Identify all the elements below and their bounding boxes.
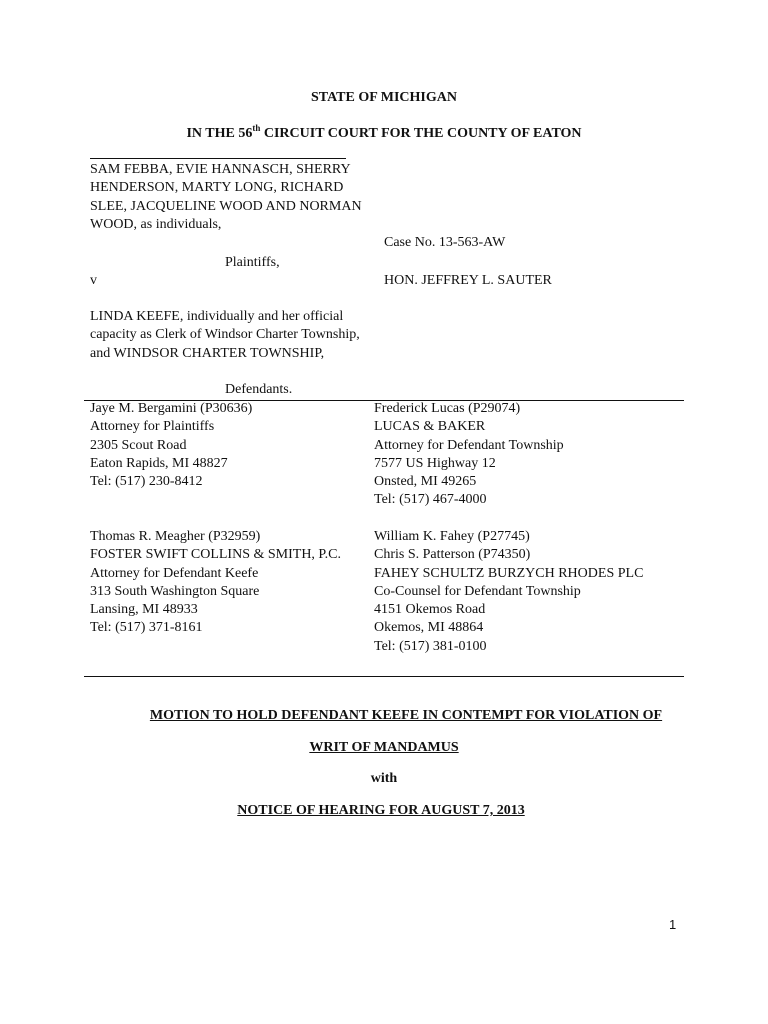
attorney-line: Attorney for Defendant Keefe — [90, 565, 259, 581]
with-label: with — [370, 771, 398, 786]
case-number: Case No. 13-563-AW — [384, 235, 506, 250]
state-heading: STATE OF MICHIGAN — [311, 90, 457, 105]
attorney-line: Tel: (517) 467-4000 — [374, 492, 487, 508]
attorney-line: 7577 US Highway 12 — [374, 455, 496, 471]
notice-of-hearing-title: NOTICE OF HEARING FOR AUGUST 7, 2013 — [237, 803, 525, 818]
plaintiffs-line: SLEE, JACQUELINE WOOD AND NORMAN — [90, 198, 362, 214]
attorney-line: Okemos, MI 48864 — [374, 620, 484, 636]
attorney-line: Co-Counsel for Defendant Township — [374, 583, 581, 599]
attorney-defendant-township — [374, 400, 564, 510]
attorney-line: Lansing, MI 48933 — [90, 602, 198, 618]
attorney-line: Frederick Lucas (P29074) — [374, 401, 521, 416]
attorney-line: 4151 Okemos Road — [374, 602, 486, 618]
page-number: 1 — [669, 917, 677, 932]
attorney-line: FAHEY SCHULTZ BURZYCH RHODES PLC — [374, 565, 644, 581]
judge-name: HON. JEFFREY L. SAUTER — [384, 273, 552, 288]
motion-title-line2: WRIT OF MANDAMUS — [309, 740, 459, 755]
court-suffix: CIRCUIT COURT FOR THE COUNTY OF EATON — [260, 126, 582, 141]
defendants-label: Defendants. — [225, 382, 293, 397]
attorneys-bottom-rule — [84, 676, 684, 677]
attorney-line: 313 South Washington Square — [90, 583, 260, 599]
attorney-line: Tel: (517) 230-8412 — [90, 474, 203, 490]
attorney-line: 2305 Scout Road — [90, 437, 187, 453]
court-heading — [0, 125, 768, 143]
attorney-line: William K. Fahey (P27745) — [374, 529, 530, 544]
versus: v — [90, 273, 97, 288]
court-prefix: IN THE 56 — [186, 126, 253, 141]
attorney-line: Tel: (517) 371-8161 — [90, 620, 203, 636]
plaintiffs-block — [90, 161, 362, 234]
attorney-line: Jaye M. Bergamini (P30636) — [90, 401, 253, 416]
defendants-block — [90, 308, 360, 363]
attorney-line: FOSTER SWIFT COLLINS & SMITH, P.C. — [90, 547, 342, 563]
attorney-plaintiffs — [90, 400, 252, 491]
attorney-line: Attorney for Defendant Township — [374, 437, 564, 453]
motion-title-line1: MOTION TO HOLD DEFENDANT KEEFE IN CONTEMPT FOR VIOLATION OF — [149, 708, 663, 723]
attorney-line: Attorney for Plaintiffs — [90, 419, 215, 435]
caption-rule — [90, 158, 346, 159]
defendants-line: and WINDSOR CHARTER TOWNSHIP, — [90, 345, 325, 361]
attorney-line: LUCAS & BAKER — [374, 419, 486, 435]
co-counsel-township — [374, 528, 643, 656]
attorney-line: Thomas R. Meagher (P32959) — [90, 529, 261, 544]
attorney-line: Tel: (517) 381-0100 — [374, 638, 487, 654]
defendants-line: LINDA KEEFE, individually and her official — [90, 309, 344, 324]
plaintiffs-line: WOOD, as individuals, — [90, 216, 222, 232]
attorney-line: Onsted, MI 49265 — [374, 474, 477, 490]
attorney-defendant-keefe — [90, 528, 341, 638]
attorney-line: Eaton Rapids, MI 48827 — [90, 455, 228, 471]
defendants-line: capacity as Clerk of Windsor Charter Township, — [90, 327, 360, 343]
plaintiffs-line: HENDERSON, MARTY LONG, RICHARD — [90, 180, 344, 196]
plaintiffs-line: SAM FEBBA, EVIE HANNASCH, SHERRY — [90, 162, 351, 177]
plaintiffs-label: Plaintiffs, — [225, 255, 280, 270]
attorney-line: Chris S. Patterson (P74350) — [374, 547, 531, 563]
court-ordinal-suffix: th — [252, 123, 261, 133]
